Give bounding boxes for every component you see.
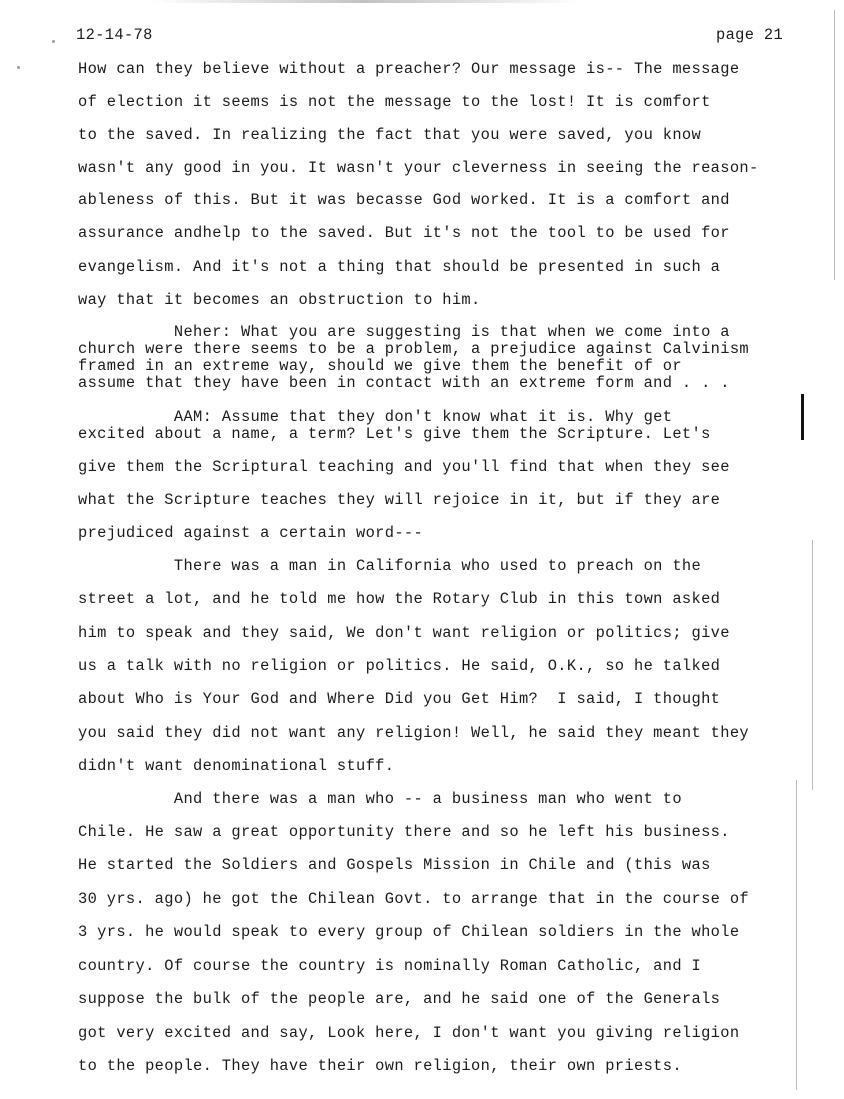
scan-artifact-top [150, 0, 580, 3]
text-line: framed in an extreme way, should we give them the benefit of or [78, 357, 682, 375]
text-line: ableness of this. But it was becasse God worked. It is a comfort and [78, 191, 730, 209]
text-line: country. Of course the country is nominally Roman Catholic, and I [78, 957, 702, 975]
text-line: of election it seems is not the message to the lost! It is comfort [78, 93, 711, 111]
page-edge-line [796, 780, 797, 1090]
text-line: And there was a man who -- a business man who went to [78, 790, 682, 808]
text-line: him to speak and they said, We don't want religion or politics; give [78, 624, 730, 642]
text-line: what the Scripture teaches they will rejoice in it, but if they are [78, 491, 721, 509]
text-line: didn't want denominational stuff. [78, 757, 395, 775]
page-edge-line [834, 10, 835, 280]
margin-dot [52, 40, 55, 43]
text-line: to the people. They have their own religion, their own priests. [78, 1057, 682, 1075]
margin-dot [17, 66, 20, 69]
text-line: give them the Scriptural teaching and you'll find that when they see [78, 458, 730, 476]
header-date: 12-14-78 [76, 26, 153, 44]
text-line: you said they did not want any religion! Well, he said they meant they [78, 724, 750, 742]
text-line: church were there seems to be a problem, a prejudice against Calvinism [78, 340, 750, 358]
text-line: way that it becomes an obstruction to him. [78, 291, 481, 309]
text-line: suppose the bulk of the people are, and he said one of the Generals [78, 990, 721, 1008]
text-line: 3 yrs. he would speak to every group of Chilean soldiers in the whole [78, 923, 740, 941]
text-line: There was a man in California who used to preach on the [78, 557, 702, 575]
margin-mark [801, 394, 804, 440]
text-line: 30 yrs. ago) he got the Chilean Govt. to arrange that in the course of [78, 890, 750, 908]
text-line: Chile. He saw a great opportunity there and so he left his business. [78, 823, 730, 841]
text-line: evangelism. And it's not a thing that should be presented in such a [78, 258, 721, 276]
text-line: us a talk with no religion or politics. He said, O.K., so he talked [78, 657, 721, 675]
text-line: got very excited and say, Look here, I don't want you giving religion [78, 1024, 740, 1042]
text-line: wasn't any good in you. It wasn't your cleverness in seeing the reason- [78, 159, 759, 177]
text-line: He started the Soldiers and Gospels Mission in Chile and (this was [78, 856, 711, 874]
text-line: assume that they have been in contact with an extreme form and . . . [78, 374, 730, 392]
text-line: to the saved. In realizing the fact that you were saved, you know [78, 126, 702, 144]
text-line: street a lot, and he told me how the Rotary Club in this town asked [78, 590, 721, 608]
text-line: about Who is Your God and Where Did you Get Him? I said, I thought [78, 690, 721, 708]
page-edge-line [812, 540, 813, 790]
text-line: AAM: Assume that they don't know what it is. Why get [78, 408, 673, 426]
text-line: assurance andhelp to the saved. But it's not the tool to be used for [78, 224, 730, 242]
text-line: Neher: What you are suggesting is that when we come into a [78, 323, 730, 341]
text-line: How can they believe without a preacher? Our message is-- The message [78, 60, 740, 78]
header-page-number: page 21 [716, 26, 784, 44]
text-line: excited about a name, a term? Let's give them the Scripture. Let's [78, 425, 711, 443]
text-line: prejudiced against a certain word--- [78, 524, 424, 542]
